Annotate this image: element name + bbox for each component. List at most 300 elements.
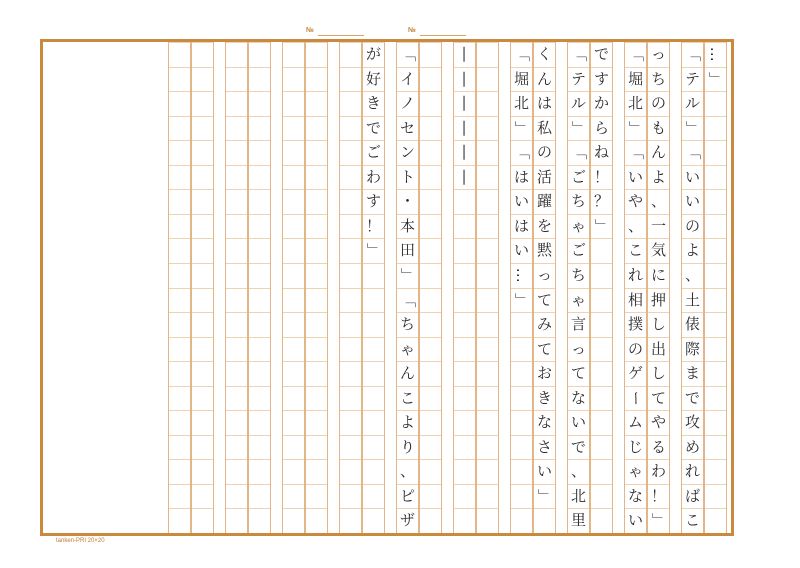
grid-cell [477,214,498,239]
grid-cell [283,140,304,165]
grid-cell [249,42,270,67]
handwritten-character: ゃ [399,339,415,358]
grid-cell [226,386,247,411]
grid-cell [511,312,532,337]
grid-cell [169,238,190,263]
grid-cell [511,337,532,362]
handwritten-character: り [399,437,415,456]
grid-cell [340,435,361,460]
grid-cell [591,238,612,263]
handwritten-character: て [650,388,666,407]
grid-cell [454,484,475,509]
grid-cell [340,91,361,116]
grid-cell [363,459,384,484]
handwritten-character: る [650,437,666,456]
grid-cell [477,386,498,411]
handwritten-character: を [536,216,552,235]
grid-cell [477,361,498,386]
grid-cell [192,361,213,386]
handwritten-character: っ [570,339,586,358]
grid-cell [705,263,726,288]
grid-cell [192,42,213,67]
manuscript-paper [40,39,734,536]
handwritten-character: な [627,486,643,505]
grid-cell [283,67,304,92]
handwritten-character: 「 [626,144,645,160]
grid-cell [477,459,498,484]
handwritten-character: す [365,192,381,211]
grid-cell [340,386,361,411]
grid-cell [363,386,384,411]
grid-cell [420,42,441,67]
handwritten-character: 黙 [536,241,552,260]
grid-cell [705,165,726,190]
grid-cell [169,435,190,460]
handwritten-character: セ [399,118,415,137]
handwritten-character: い [684,192,700,211]
grid-cell [192,116,213,141]
grid-cell [306,67,327,92]
grid-cell [454,410,475,435]
handwritten-character: 攻 [684,413,700,432]
handwritten-character: い [536,462,552,481]
grid-cell [705,214,726,239]
grid-cell [420,484,441,509]
grid-cell [340,410,361,435]
handwritten-character: て [570,364,586,383]
grid-column [362,42,385,533]
handwritten-character: お [536,364,552,383]
grid-column [305,42,328,533]
grid-cell [283,361,304,386]
grid-cell [169,312,190,337]
grid-cell [420,459,441,484]
grid-cell [226,508,247,533]
handwritten-character: よ [650,167,666,186]
grid-cell [192,189,213,214]
handwritten-character: っ [536,265,552,284]
grid-column [225,42,248,533]
handwritten-character: 」 [364,243,383,259]
grid-column [681,42,704,533]
grid-cell [511,386,532,411]
grid-cell [226,165,247,190]
grid-cell [454,238,475,263]
grid-cell [283,337,304,362]
handwritten-character: す [593,69,609,88]
grid-cell [249,337,270,362]
grid-cell [363,337,384,362]
grid-cell [169,263,190,288]
handwritten-character: 」 [592,218,611,234]
handwritten-character: 」 [535,488,554,504]
handwritten-character: み [536,315,552,334]
grid-cell [705,435,726,460]
grid-cell [249,189,270,214]
handwritten-character: な [536,413,552,432]
handwritten-character: で [365,118,381,137]
handwritten-character: 「 [626,46,645,62]
handwritten-character: い [627,511,643,530]
grid-cell [477,165,498,190]
handwritten-character: ご [365,143,381,162]
handwritten-character: 北 [627,94,643,113]
handwritten-character: 躍 [536,192,552,211]
grid-cell [705,189,726,214]
grid-column [624,42,647,533]
handwritten-character: ン [399,143,415,162]
handwritten-character: よ [684,241,700,260]
handwritten-character: で [593,45,609,63]
grid-column [248,42,271,533]
grid-cell [283,214,304,239]
grid-cell [477,263,498,288]
handwritten-character: 北 [570,486,586,505]
handwritten-character: ゃ [570,216,586,235]
grid-cell [340,165,361,190]
grid-cell [705,361,726,386]
handwritten-character: 」 [398,267,417,283]
grid-cell [340,288,361,313]
grid-cell [283,484,304,509]
grid-cell [169,508,190,533]
grid-column [396,42,419,533]
handwritten-character: 本 [399,216,415,235]
grid-cell [340,263,361,288]
handwritten-character: き [536,388,552,407]
grid-cell [340,140,361,165]
handwritten-character: な [570,388,586,407]
grid-cell [192,386,213,411]
grid-cell [306,288,327,313]
handwritten-character: ば [684,486,700,505]
grid-cell [454,435,475,460]
grid-cell [477,91,498,116]
grid-cell [226,337,247,362]
grid-cell [192,67,213,92]
grid-cell [249,386,270,411]
handwritten-character: 気 [650,241,666,260]
handwritten-character: 撲 [627,315,643,334]
grid-cell [420,214,441,239]
grid-column [168,42,191,533]
grid-cell [192,435,213,460]
grid-cell [477,312,498,337]
handwritten-character: … [512,267,531,283]
grid-cell [249,508,270,533]
handwritten-character: っ [650,45,666,63]
grid-cell [226,361,247,386]
grid-cell [477,288,498,313]
grid-cell [420,116,441,141]
grid-cell [306,165,327,190]
grid-cell [340,459,361,484]
grid-cell [226,116,247,141]
grid-cell [283,263,304,288]
handwritten-character: ・ [399,192,415,211]
handwritten-character: い [684,167,700,186]
handwritten-character: 活 [536,167,552,186]
grid-cell [192,238,213,263]
grid-cell [226,238,247,263]
grid-column [590,42,613,533]
handwritten-character: し [650,364,666,383]
handwritten-character: 」 [512,292,531,308]
grid-cell [306,410,327,435]
handwritten-character: ！ [593,167,609,186]
handwritten-character: の [536,143,552,162]
handwritten-character: ね [593,143,609,162]
grid-cell [340,361,361,386]
grid-cell [705,288,726,313]
grid-cell [705,484,726,509]
grid-cell [283,410,304,435]
grid-cell [454,508,475,533]
handwritten-character: イ [399,69,415,88]
handwritten-character: ピ [399,486,415,505]
grid-cell [226,67,247,92]
grid-cell [249,484,270,509]
grid-cell [454,386,475,411]
handwritten-character: ― [455,120,474,136]
grid-cell [306,116,327,141]
grid-cell [511,484,532,509]
grid-cell [420,140,441,165]
grid-cell [340,42,361,67]
grid-cell [192,484,213,509]
grid-cell [306,189,327,214]
grid-cell [420,189,441,214]
handwritten-character: 北 [513,94,529,113]
handwritten-character: れ [627,265,643,284]
handwritten-character: き [365,94,381,113]
grid-cell [591,312,612,337]
handwritten-character: ち [570,192,586,211]
handwritten-character: テ [570,69,586,88]
grid-cell [249,288,270,313]
handwritten-character: さ [536,437,552,456]
grid-cell [420,91,441,116]
handwritten-character: わ [650,462,666,481]
handwritten-character: 「 [683,144,702,160]
handwritten-character: ゃ [570,290,586,309]
grid-cell [306,312,327,337]
handwritten-character: 「 [683,46,702,62]
grid-cell [420,67,441,92]
number-field-line-1 [318,35,364,36]
handwritten-character: 俵 [684,315,700,334]
handwritten-character: の [684,216,700,235]
grid-cell [420,263,441,288]
handwritten-character: で [570,437,586,456]
grid-cell [591,459,612,484]
grid-cell [249,238,270,263]
handwritten-character: は [513,167,529,186]
grid-cell [306,459,327,484]
grid-cell [283,459,304,484]
grid-cell [169,361,190,386]
handwritten-character: ノ [399,94,415,113]
grid-cell [249,116,270,141]
grid-cell [363,410,384,435]
grid-cell [169,410,190,435]
handwritten-character: 」 [512,120,531,136]
grid-column [476,42,499,533]
grid-cell [249,140,270,165]
grid-cell [226,140,247,165]
grid-cell [477,508,498,533]
grid-cell [591,410,612,435]
grid-column [510,42,533,533]
grid-cell [226,288,247,313]
grid-cell [283,189,304,214]
grid-cell [283,165,304,190]
grid-cell [705,140,726,165]
grid-cell [226,189,247,214]
grid-cell [283,91,304,116]
grid-cell [169,140,190,165]
grid-cell [363,361,384,386]
handwritten-character: 堀 [513,69,529,88]
handwritten-character: ― [455,46,474,62]
grid-cell [283,116,304,141]
grid-cell [454,189,475,214]
handwritten-character: 言 [570,315,586,334]
grid-cell [249,165,270,190]
grid-cell [192,263,213,288]
grid-cell [454,288,475,313]
grid-column [567,42,590,533]
handwritten-character: ち [570,265,586,284]
grid-column [647,42,670,533]
grid-cell [249,361,270,386]
handwritten-character: 「 [569,144,588,160]
grid-cell [511,508,532,533]
handwritten-character: ご [570,167,586,186]
grid-cell [363,263,384,288]
grid-cell [226,435,247,460]
grid-cell [591,435,612,460]
handwritten-character: い [513,192,529,211]
grid-cell [340,67,361,92]
grid-cell [169,459,190,484]
handwritten-character: 」 [626,120,645,136]
handwritten-character: 押 [650,290,666,309]
grid-cell [249,435,270,460]
grid-cell [340,337,361,362]
grid-cell [705,337,726,362]
grid-cell [340,484,361,509]
grid-cell [477,484,498,509]
grid-cell [306,238,327,263]
grid-cell [169,189,190,214]
handwritten-character: ？ [593,192,609,211]
grid-cell [169,42,190,67]
grid-cell [420,312,441,337]
grid-cell [477,42,498,67]
grid-cell [477,337,498,362]
handwritten-character: は [513,216,529,235]
handwritten-character: ！ [650,486,666,505]
grid-column [282,42,305,533]
handwritten-character: の [627,339,643,358]
handwritten-character: め [684,437,700,456]
grid-cell [705,508,726,533]
handwritten-character: て [536,339,552,358]
grid-cell [306,140,327,165]
handwritten-character: 田 [399,241,415,260]
grid-cell [420,508,441,533]
grid-cell [420,386,441,411]
grid-cell [306,337,327,362]
grid-cell [306,214,327,239]
grid-cell [192,459,213,484]
handwritten-character: 出 [650,339,666,358]
handwritten-character: 私 [536,118,552,137]
grid-cell [192,140,213,165]
handwritten-character: 土 [684,290,700,309]
handwritten-character: 」 [569,120,588,136]
grid-column [419,42,442,533]
grid-cell [306,263,327,288]
grid-cell [306,435,327,460]
number-field-label-2: № [408,27,416,34]
grid-cell [249,312,270,337]
handwritten-character: で [684,388,700,407]
grid-cell [169,288,190,313]
handwritten-character: ん [399,364,415,383]
grid-cell [477,116,498,141]
handwritten-character: ― [455,144,474,160]
grid-cell [192,288,213,313]
grid-cell [420,288,441,313]
handwritten-character: ん [536,69,552,88]
grid-cell [192,508,213,533]
grid-cell [249,91,270,116]
handwritten-character: 一 [650,216,666,235]
grid-cell [477,67,498,92]
grid-cell [340,214,361,239]
grid-cell [363,484,384,509]
handwritten-character: ム [627,413,643,432]
handwritten-character: ― [455,71,474,87]
grid-cell [283,288,304,313]
grid-cell [226,410,247,435]
handwritten-character: わ [365,167,381,186]
handwritten-character: く [536,45,552,63]
handwritten-character: ん [650,143,666,162]
grid-cell [169,214,190,239]
grid-column [453,42,476,533]
grid-cell [192,165,213,190]
grid-cell [591,263,612,288]
grid-cell [454,214,475,239]
grid-cell [454,337,475,362]
handwritten-character: ご [570,241,586,260]
handwritten-character: ら [593,118,609,137]
grid-cell [169,91,190,116]
grid-cell [192,312,213,337]
handwritten-character: 」 [706,71,725,87]
grid-cell [420,361,441,386]
grid-cell [477,189,498,214]
grid-cell [340,116,361,141]
grid-cell [591,508,612,533]
handwritten-character: や [627,192,643,211]
grid-cell [340,508,361,533]
grid-cell [705,410,726,435]
grid-column [191,42,214,533]
